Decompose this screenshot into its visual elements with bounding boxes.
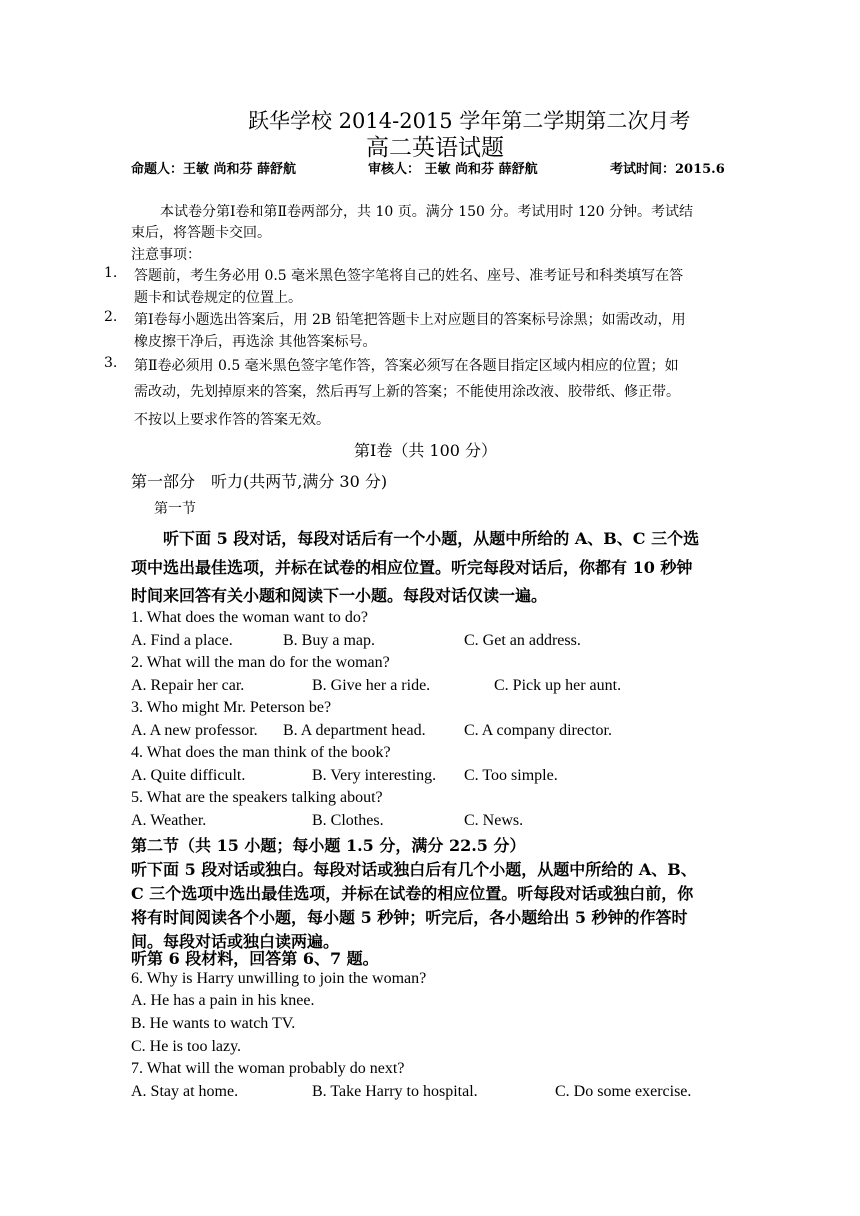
section1-instruction-line-1: 听下面 5 段对话，每段对话后有一个小题，从题中所给的 A、B、C 三个选: [163, 529, 700, 548]
question-6-option-b: B. He wants to watch TV.: [131, 1015, 296, 1032]
exam-subtitle: 高二英语试题: [366, 135, 504, 161]
note-3-number: 3.: [104, 355, 118, 371]
section2-instruction-line-2: C 三个选项中选出最佳选项，并标在试卷的相应位置。听每段对话或独白前，你: [131, 884, 694, 903]
question-2: 2. What will the man do for the woman?: [131, 654, 390, 671]
section2-instruction-line-4: 间。每段对话或独白读两遍。: [131, 932, 340, 951]
question-5: 5. What are the speakers talking about?: [131, 789, 383, 806]
question-7-option-a: A. Stay at home.: [131, 1083, 239, 1100]
question-2-option-b: B. Give her a ride.: [312, 677, 431, 694]
note-3-line-1: 第Ⅱ卷必须用 0.5 毫米黑色签字笔作答，答案必须写在各题目指定区域内相应的位置；如: [134, 358, 679, 374]
volume-title: 第Ⅰ卷（共 100 分）: [354, 441, 498, 460]
question-3-option-c: C. A company director.: [464, 722, 612, 739]
material-6-heading: 听第 6 段材料，回答第 6、7 题。: [131, 949, 379, 968]
note-1-line-2: 题卡和试卷规定的位置上。: [134, 290, 302, 306]
question-3: 3. Who might Mr. Peterson be?: [131, 699, 332, 716]
question-4-option-a: A. Quite difficult.: [131, 767, 246, 784]
section2-title: 第二节（共 15 小题；每小题 1.5 分，满分 22.5 分）: [131, 836, 526, 855]
section1-instruction-line-3: 时间来回答有关小题和阅读下一小题。每段对话仅读一遍。: [131, 586, 548, 605]
question-1: 1. What does the woman want to do?: [131, 609, 368, 626]
question-4-option-c: C. Too simple.: [464, 767, 558, 784]
question-1-option-c: C. Get an address.: [464, 632, 581, 649]
question-5-option-b: B. Clothes.: [312, 812, 384, 829]
question-6-option-a: A. He has a pain in his knee.: [131, 992, 315, 1009]
intro-line-1: 本试卷分第Ⅰ卷和第Ⅱ卷两部分，共 10 页。满分 150 分。考试用时 120 分钟。考试结: [160, 204, 694, 220]
note-2-line-2: 橡皮擦干净后，再选涂 其他答案标号。: [134, 334, 377, 350]
authors: 命题人：王敏 尚和芬 薛舒航: [131, 162, 297, 177]
question-6-option-c: C. He is too lazy.: [131, 1038, 242, 1055]
exam-title: 跃华学校 2014-2015 学年第二学期第二次月考: [248, 109, 691, 133]
section1-instruction-line-2: 项中选出最佳选项，并标在试卷的相应位置。听完每段对话后，你都有 10 秒钟: [131, 558, 693, 577]
question-7-option-b: B. Take Harry to hospital.: [312, 1083, 478, 1100]
question-1-option-b: B. Buy a map.: [283, 632, 375, 649]
intro-line-2: 束后，将答题卡交回。: [131, 225, 271, 241]
section2-instruction-line-1: 听下面 5 段对话或独白。每段对话或独白后有几个小题，从题中所给的 A、B、: [131, 860, 697, 879]
question-6: 6. Why is Harry unwilling to join the woman?: [131, 970, 427, 987]
question-7-option-c: C. Do some exercise.: [555, 1083, 692, 1100]
question-4: 4. What does the man think of the book?: [131, 744, 391, 761]
section1-title: 第一节: [154, 501, 196, 517]
note-3-line-3: 不按以上要求作答的答案无效。: [134, 412, 330, 428]
note-1-line-1: 答题前，考生务必用 0.5 毫米黑色签字笔将自己的姓名、座号、准考证号和科类填写在答: [134, 268, 684, 284]
exam-time: 考试时间：2015.6: [610, 162, 725, 177]
reviewers: 审核人： 王敏 尚和芬 薛舒航: [368, 162, 538, 177]
question-2-option-c: C. Pick up her aunt.: [494, 677, 622, 694]
question-2-option-a: A. Repair her car.: [131, 677, 245, 694]
note-2-number: 2.: [104, 309, 118, 325]
question-5-option-c: C. News.: [464, 812, 524, 829]
question-1-option-a: A. Find a place.: [131, 632, 233, 649]
note-3-line-2: 需改动，先划掉原来的答案，然后再写上新的答案；不能使用涂改液、胶带纸、修正带。: [134, 384, 680, 400]
question-7: 7. What will the woman probably do next?: [131, 1060, 405, 1077]
question-4-option-b: B. Very interesting.: [312, 767, 437, 784]
question-3-option-b: B. A department head.: [283, 722, 426, 739]
section2-instruction-line-3: 将有时间阅读各个小题，每小题 5 秒钟；听完后，各小题给出 5 秒钟的作答时: [131, 908, 688, 927]
question-3-option-a: A. A new professor.: [131, 722, 258, 739]
note-2-line-1: 第Ⅰ卷每小题选出答案后，用 2B 铅笔把答题卡上对应题目的答案标号涂黑；如需改动，用: [134, 312, 686, 328]
question-5-option-a: A. Weather.: [131, 812, 207, 829]
notes-title: 注意事项：: [131, 247, 201, 263]
part1-title: 第一部分 听力(共两节,满分 30 分): [131, 472, 388, 491]
note-1-number: 1.: [104, 265, 118, 281]
